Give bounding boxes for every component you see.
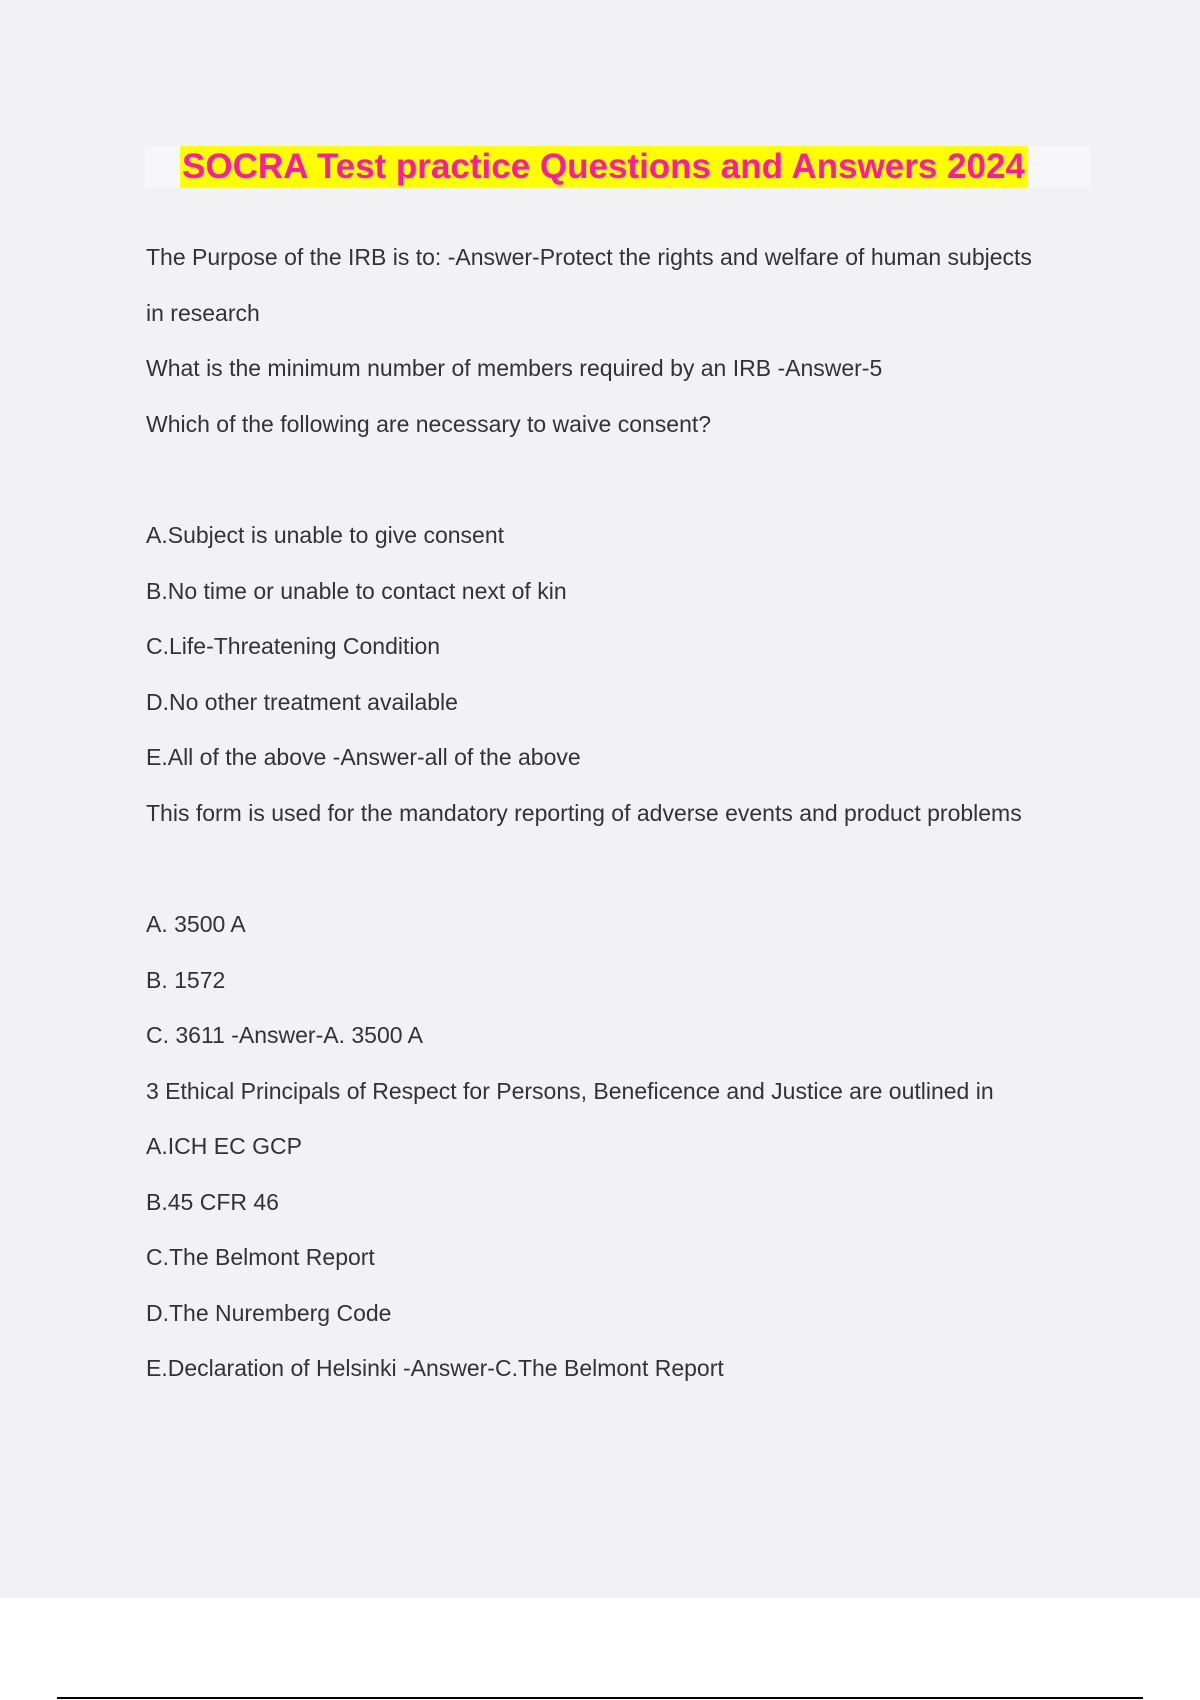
question-ethical-principles: 3 Ethical Principals of Respect for Persons, Beneficence and Justice are outlined in (146, 1078, 994, 1104)
question-irb-purpose: The Purpose of the IRB is to: -Answer-Protect the rights and welfare of human subjects (146, 244, 1032, 270)
option-d-nuremberg: D.The Nuremberg Code (146, 1300, 392, 1326)
option-b-no-time: B.No time or unable to contact next of kin (146, 578, 567, 604)
document-title: SOCRA Test practice Questions and Answers 2024 (182, 147, 1025, 186)
option-c-life-threatening: C.Life-Threatening Condition (146, 633, 441, 659)
option-b-1572: B. 1572 (146, 967, 226, 993)
option-e-all-above-answer: E.All of the above -Answer-all of the above (146, 744, 581, 770)
option-a-subject-unable: A.Subject is unable to give consent (146, 522, 505, 548)
footer-rule (57, 1697, 1143, 1699)
question-waive-consent: Which of the following are necessary to waive consent? (146, 411, 712, 437)
option-c-belmont: C.The Belmont Report (146, 1244, 375, 1270)
option-e-helsinki-answer: E.Declaration of Helsinki -Answer-C.The Belmont Report (146, 1355, 724, 1381)
option-b-45cfr46: B.45 CFR 46 (146, 1189, 279, 1215)
question-irb-purpose-continued: in research (146, 300, 260, 326)
option-a-ich: A.ICH EC GCP (146, 1133, 302, 1159)
option-c-3611-answer: C. 3611 -Answer-A. 3500 A (146, 1022, 423, 1048)
question-irb-members: What is the minimum number of members required by an IRB -Answer-5 (146, 355, 883, 381)
question-adverse-events-form: This form is used for the mandatory reporting of adverse events and product problems (146, 800, 1022, 826)
option-d-no-treatment: D.No other treatment available (146, 689, 458, 715)
option-a-3500a: A. 3500 A (146, 911, 246, 937)
